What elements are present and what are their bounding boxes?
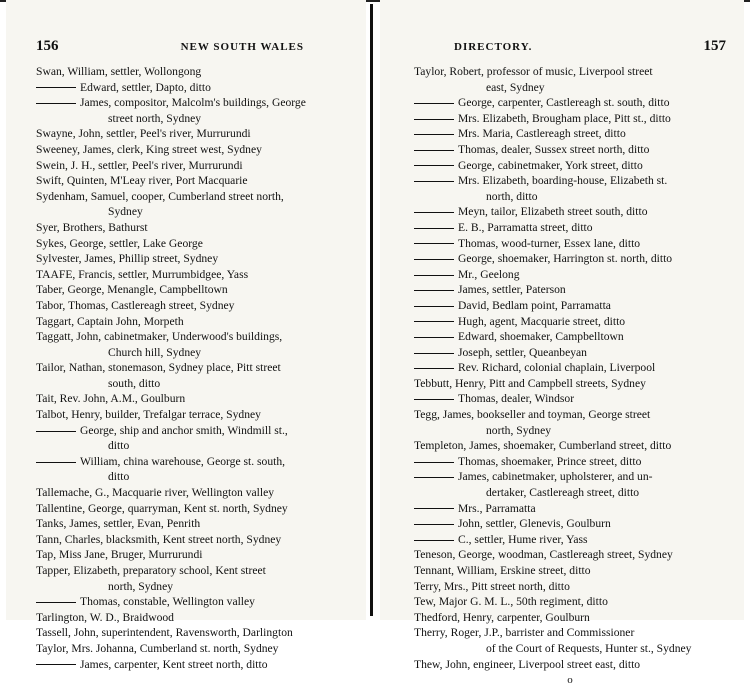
ditto-dash [414, 290, 454, 291]
entry-text: Sykes, George, settler, Lake George [36, 236, 203, 250]
directory-entry [36, 329, 356, 360]
entry-text: Taggatt, John, cabinetmaker, Underwood's buildings, [36, 330, 283, 344]
ditto-dash [36, 103, 76, 104]
directory-entry [414, 142, 726, 158]
right-page-number: 157 [703, 38, 726, 54]
entry-text: Tegg, James, bookseller and toyman, George street [414, 408, 651, 422]
directory-entry [36, 298, 356, 314]
directory-entry [36, 657, 356, 673]
ditto-dash [414, 540, 454, 541]
ditto-dash [414, 228, 454, 229]
entry-text: Thomas, constable, Wellington valley [80, 595, 255, 609]
ditto-dash [414, 337, 454, 338]
directory-entry [414, 547, 726, 563]
ditto-dash [414, 462, 454, 463]
directory-entry [414, 563, 726, 579]
directory-entry [36, 532, 356, 548]
ditto-dash [414, 119, 454, 120]
ditto-dash [36, 431, 76, 432]
directory-entry [36, 516, 356, 532]
entry-text: James, compositor, Malcolm's buildings, George [80, 96, 306, 110]
directory-entry [414, 282, 726, 298]
ditto-dash [414, 524, 454, 525]
left-page-number: 156 [36, 38, 59, 54]
left-running-title: NEW SOUTH WALES [180, 41, 304, 53]
entry-text: Mr., Geelong [458, 267, 520, 281]
directory-entry [36, 189, 356, 220]
directory-entry [414, 314, 726, 330]
entry-text: E. B., Parramatta street, ditto [458, 220, 593, 234]
directory-entry [36, 547, 356, 563]
directory-entry [36, 95, 356, 126]
entry-text: Tapper, Elizabeth, preparatory school, Kent street [36, 564, 266, 577]
ditto-dash [414, 353, 454, 354]
entry-continuation: of the Court of Requests, Hunter st., Sydney [486, 641, 692, 655]
right-page [380, 0, 744, 686]
entry-text: Mrs., Parramatta [458, 501, 536, 515]
directory-entry [414, 360, 726, 376]
ditto-dash [414, 399, 454, 400]
entry-continuation: street north, Sydney [108, 111, 202, 125]
directory-entry [36, 282, 356, 298]
directory-entry [36, 407, 356, 423]
directory-entry [414, 407, 726, 438]
entry-text: Tallentine, George, quarryman, Kent st. north, Sydney [36, 501, 288, 515]
ditto-dash [414, 212, 454, 213]
entry-text: Thomas, dealer, Sussex street north, ditto [458, 142, 650, 156]
ditto-dash [414, 134, 454, 135]
directory-entry [414, 454, 726, 470]
directory-entry [36, 391, 356, 407]
directory-entry [414, 625, 726, 656]
entry-text: Sweeney, James, clerk, King street west, Sydney [36, 142, 262, 156]
directory-entry [414, 64, 726, 95]
directory-entry [414, 173, 726, 204]
entry-text: Taylor, Mrs. Johanna, Cumberland st. north, Sydney [36, 641, 279, 655]
ditto-dash [414, 275, 454, 276]
entry-text: Templeton, James, shoemaker, Cumberland street, ditto [414, 439, 672, 453]
ditto-dash [414, 321, 454, 322]
entry-text: Tabor, Thomas, Castlereagh street, Sydney [36, 298, 235, 312]
entry-text: Thedford, Henry, carpenter, Goulburn [414, 610, 590, 624]
directory-entry [414, 204, 726, 220]
entry-text: Taylor, Robert, professor of music, Liverpool street [414, 65, 653, 78]
directory-entry [36, 594, 356, 610]
entry-text: Mrs. Elizabeth, Brougham place, Pitt st., ditto [458, 111, 671, 125]
directory-entry [36, 126, 356, 142]
right-running-head [414, 38, 726, 60]
directory-entry [36, 641, 356, 657]
directory-entry [36, 236, 356, 252]
entry-continuation: north, ditto [486, 189, 538, 203]
directory-entry [414, 516, 726, 532]
entry-text: Therry, Roger, J.P., barrister and Commissioner [414, 626, 635, 640]
entry-text: Rev. Richard, colonial chaplain, Liverpool [458, 361, 656, 375]
directory-entry [36, 610, 356, 626]
right-directory-list [414, 64, 726, 672]
entry-text: Hugh, agent, Macquarie street, ditto [458, 314, 626, 328]
entry-text: Tew, Major G. M. L., 50th regiment, ditto [414, 595, 608, 609]
entry-text: James, carpenter, Kent street north, ditto [80, 657, 268, 671]
entry-text: Sydenham, Samuel, cooper, Cumberland street north, [36, 189, 284, 203]
entry-text: Thomas, wood-turner, Essex lane, ditto [458, 236, 641, 250]
directory-entry [414, 126, 726, 142]
ditto-dash [414, 477, 454, 478]
entry-text: Tait, Rev. John, A.M., Goulburn [36, 392, 186, 406]
directory-entry [414, 251, 726, 267]
directory-entry [414, 532, 726, 548]
directory-entry [414, 501, 726, 517]
ditto-dash [414, 181, 454, 182]
ditto-dash [36, 462, 76, 463]
entry-text: James, settler, Paterson [458, 283, 566, 297]
entry-text: Swein, J. H., settler, Peel's river, Murrurundi [36, 158, 243, 172]
ditto-dash [414, 508, 454, 509]
left-page [6, 0, 366, 671]
entry-continuation: north, Sydney [108, 579, 174, 593]
entry-text: John, settler, Glenevis, Goulburn [458, 517, 611, 531]
left-running-head [36, 38, 356, 60]
entry-continuation: north, Sydney [486, 423, 552, 437]
entry-text: Sylvester, James, Phillip street, Sydney [36, 252, 219, 266]
entry-text: Tassell, John, superintendent, Ravensworth, Darlington [36, 626, 293, 640]
directory-entry [36, 501, 356, 517]
entry-text: Thomas, dealer, Windsor [458, 392, 575, 406]
directory-entry [414, 594, 726, 610]
directory-entry [414, 298, 726, 314]
directory-entry [414, 657, 726, 673]
entry-text: Tap, Miss Jane, Bruger, Murrurundi [36, 548, 203, 562]
ditto-dash [414, 103, 454, 104]
entry-continuation: east, Sydney [486, 80, 545, 94]
ditto-dash [36, 602, 76, 603]
catchword: o [567, 674, 573, 686]
ditto-dash [414, 306, 454, 307]
directory-entry [36, 625, 356, 641]
directory-entry [36, 173, 356, 189]
directory-entry [414, 579, 726, 595]
entry-text: Terry, Mrs., Pitt street north, ditto [414, 579, 570, 593]
directory-entry [36, 563, 356, 594]
entry-text: Edward, shoemaker, Campbelltown [458, 330, 624, 344]
directory-entry [36, 158, 356, 174]
left-directory-list [36, 64, 356, 672]
ditto-dash [36, 664, 76, 665]
entry-text: Tennant, William, Erskine street, ditto [414, 564, 591, 577]
entry-text: Syer, Brothers, Bathurst [36, 220, 148, 234]
directory-entry [36, 360, 356, 391]
directory-entry [36, 485, 356, 501]
directory-entry [36, 314, 356, 330]
entry-text: Thew, John, engineer, Liverpool street east, ditto [414, 657, 641, 671]
entry-text: William, china warehouse, George st. south, [80, 454, 286, 468]
directory-entry [36, 220, 356, 236]
entry-text: Thomas, shoemaker, Prince street, ditto [458, 454, 642, 468]
entry-continuation: Church hill, Sydney [108, 345, 202, 359]
entry-text: George, cabinetmaker, York street, ditto [458, 158, 643, 172]
entry-text: David, Bedlam point, Parramatta [458, 298, 611, 312]
entry-text: George, ship and anchor smith, Windmill st., [80, 423, 288, 437]
directory-entry [414, 220, 726, 236]
entry-text: Tann, Charles, blacksmith, Kent street north, Sydney [36, 532, 282, 546]
directory-entry [414, 236, 726, 252]
gutter-divider [370, 4, 373, 616]
ditto-dash [414, 243, 454, 244]
directory-entry [414, 469, 726, 500]
entry-continuation: ditto [108, 470, 130, 484]
entry-text: Meyn, tailor, Elizabeth street south, ditto [458, 205, 648, 219]
entry-continuation: dertaker, Castlereagh street, ditto [486, 486, 640, 500]
entry-text: George, shoemaker, Harrington st. north, ditto [458, 252, 673, 266]
entry-text: Tebbutt, Henry, Pitt and Campbell streets, Sydney [414, 376, 646, 390]
ditto-dash [414, 150, 454, 151]
directory-entry [414, 345, 726, 361]
entry-text: Tarlington, W. D., Braidwood [36, 610, 174, 624]
directory-entry [414, 329, 726, 345]
entry-continuation: Sydney [108, 205, 143, 219]
entry-text: Taber, George, Menangle, Campbelltown [36, 283, 228, 297]
entry-text: George, carpenter, Castlereagh st. south, ditto [458, 96, 670, 110]
directory-entry [414, 111, 726, 127]
ditto-dash [36, 87, 76, 88]
entry-text: Talbot, Henry, builder, Trefalgar terrace, Sydney [36, 408, 261, 422]
entry-text: Swayne, John, settler, Peel's river, Murrurundi [36, 127, 251, 141]
entry-text: Tallemache, G., Macquarie river, Wellington valley [36, 486, 275, 500]
directory-entry [36, 454, 356, 485]
entry-continuation: ditto [108, 439, 130, 453]
directory-entry [414, 391, 726, 407]
entry-text: Mrs. Elizabeth, boarding-house, Elizabeth st. [458, 174, 668, 188]
directory-entry [414, 610, 726, 626]
directory-entry [36, 423, 356, 454]
entry-text: Edward, settler, Dapto, ditto [80, 80, 211, 94]
entry-text: Taggart, Captain John, Morpeth [36, 314, 184, 328]
entry-text: Teneson, George, woodman, Castlereagh street, Sydney [414, 548, 673, 562]
directory-entry [36, 80, 356, 96]
entry-text: C., settler, Hume river, Yass [458, 532, 588, 546]
entry-continuation: south, ditto [108, 376, 161, 390]
directory-entry [36, 64, 356, 80]
directory-entry [414, 158, 726, 174]
entry-text: Tanks, James, settler, Evan, Penrith [36, 517, 201, 531]
entry-text: Swan, William, settler, Wollongong [36, 65, 202, 78]
directory-entry [414, 267, 726, 283]
ditto-dash [414, 165, 454, 166]
directory-entry [414, 438, 726, 454]
ditto-dash [414, 368, 454, 369]
entry-text: TAAFE, Francis, settler, Murrumbidgee, Yass [36, 267, 249, 281]
directory-entry [414, 95, 726, 111]
entry-text: Tailor, Nathan, stonemason, Sydney place, Pitt street [36, 361, 281, 375]
directory-entry [414, 376, 726, 392]
entry-text: James, cabinetmaker, upholsterer, and un- [458, 470, 653, 484]
entry-text: Joseph, settler, Queanbeyan [458, 345, 587, 359]
ditto-dash [414, 259, 454, 260]
right-running-title: DIRECTORY. [454, 41, 533, 53]
directory-entry [36, 251, 356, 267]
directory-entry [36, 142, 356, 158]
entry-text: Swift, Quinten, M'Leay river, Port Macquarie [36, 174, 248, 188]
directory-entry [36, 267, 356, 283]
entry-text: Mrs. Maria, Castlereagh street, ditto [458, 127, 626, 141]
